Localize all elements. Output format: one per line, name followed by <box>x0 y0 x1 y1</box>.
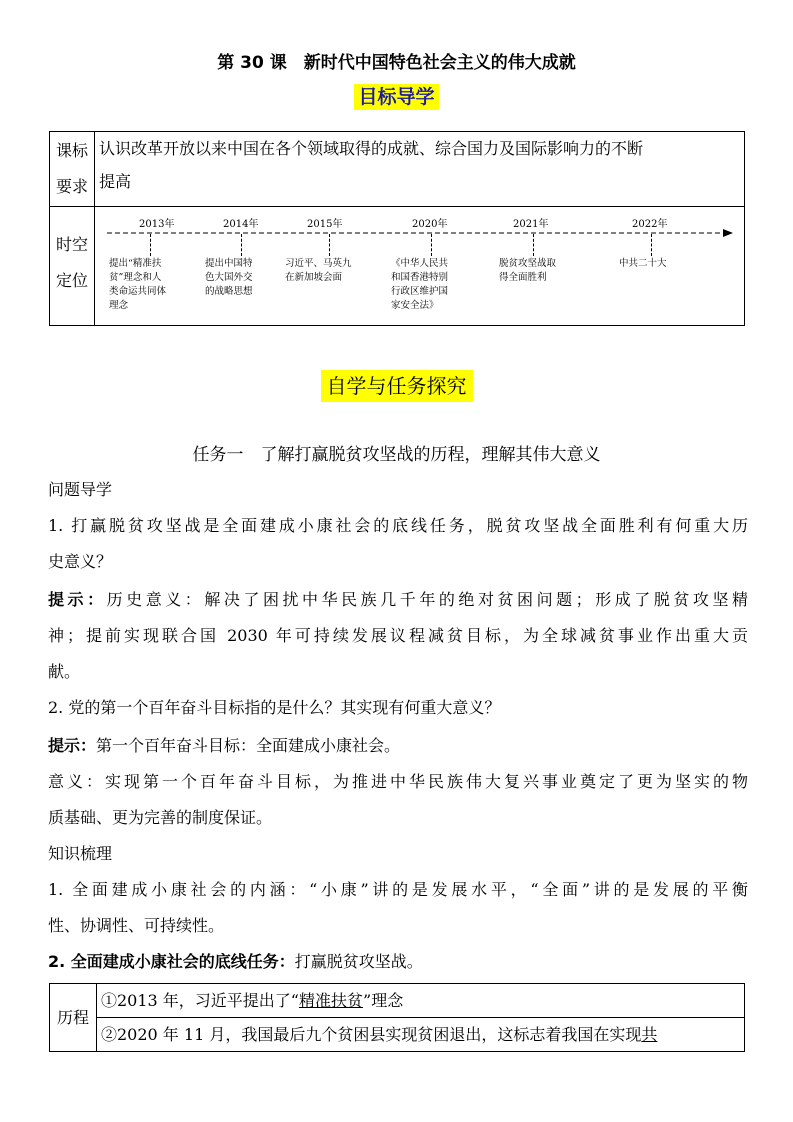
tl-label-line1: 时空 <box>55 235 88 254</box>
event-line: 《中华人民共 <box>391 258 449 269</box>
event-line: 提出“精准扶 <box>109 258 162 269</box>
year-2021: 2021年 <box>513 219 549 230</box>
timeline-label <box>50 207 95 326</box>
hint-label: 提示： <box>48 590 107 609</box>
tick <box>431 234 432 256</box>
event-line: 贫”理念和人 <box>109 272 162 283</box>
section-heading-goals <box>0 82 793 109</box>
tick <box>651 234 652 256</box>
timeline <box>95 207 745 326</box>
event-2015 <box>285 257 352 285</box>
knowledge-2-text: 打赢脱贫攻坚战。 <box>294 952 423 971</box>
history-table <box>49 983 745 1052</box>
section-heading-study <box>0 370 793 399</box>
history-item-1-underlined: 精准扶贫 <box>299 991 364 1010</box>
tick <box>241 234 242 256</box>
event-line: 和国香港特别 <box>391 272 449 283</box>
req-line2: 提高 <box>99 172 132 191</box>
event-line: 的战略思想 <box>205 286 253 297</box>
history-label: 历程 <box>50 984 97 1052</box>
arrow-icon <box>723 229 733 237</box>
history-item-1-pre: ①2013 年，习近平提出了“ <box>101 991 299 1010</box>
event-line: 类命运共同体 <box>109 286 167 297</box>
history-item-1 <box>97 984 745 1018</box>
hint-label: 提示： <box>48 736 97 755</box>
section-heading-study-text: 自学与任务探究 <box>321 370 473 402</box>
knowledge-2 <box>48 944 748 980</box>
event-line: 在新加坡会面 <box>285 272 343 283</box>
tl-label-line2: 定位 <box>55 271 88 290</box>
tick <box>329 234 330 256</box>
tick <box>533 234 534 256</box>
answer-1-text: 历史意义：解决了困扰中华民族几千年的绝对贫困问题；形成了脱贫攻坚精 <box>106 590 748 609</box>
answer-2-text: 第一个百年奋斗目标：全面建成小康社会。 <box>96 736 401 755</box>
event-line: 家安全法》 <box>391 300 439 311</box>
significance-line1: 意义：实现第一个百年奋斗目标，为推进中华民族伟大复兴事业奠定了更为坚实的物 <box>48 772 748 791</box>
year-2022: 2022年 <box>632 219 668 230</box>
req-label-line1: 课标 <box>55 141 88 160</box>
knowledge-label: 知识梳理 <box>48 844 113 863</box>
history-item-2-underlined: 共 <box>641 1025 658 1044</box>
question-1-line2: 史意义？ <box>48 552 113 571</box>
event-2021 <box>499 257 556 285</box>
task-heading: 任务一 了解打赢脱贫攻坚战的历程，理解其伟大意义 <box>192 445 601 465</box>
req-line1: 认识改革开放以来中国在各个领域取得的成就、综合国力及国际影响力的不断 <box>99 139 644 158</box>
year-2013: 2013年 <box>139 219 175 230</box>
event-2013 <box>109 257 166 313</box>
event-2022 <box>619 257 667 271</box>
event-2014 <box>205 257 253 299</box>
history-item-2-pre: ②2020 年 11 月，我国最后九个贫困县实现贫困退出，这标志着我国在实现 <box>101 1025 642 1044</box>
section-heading-goals-text: 目标导学 <box>354 84 438 110</box>
answer-1-line1 <box>48 582 748 618</box>
event-line: 习近平、马英九 <box>285 258 352 269</box>
significance-line2: 质基础、更为完善的制度保证。 <box>48 808 273 827</box>
year-2014: 2014年 <box>223 219 259 230</box>
history-item-2 <box>97 1018 745 1052</box>
event-line: 提出中国特 <box>205 258 253 269</box>
guide-label: 问题导学 <box>48 480 113 499</box>
event-line: 脱贫攻坚战取 <box>499 258 557 269</box>
knowledge-1-line2: 性、协调性、可持续性。 <box>48 916 225 935</box>
req-text <box>95 132 745 207</box>
event-line: 理念 <box>109 300 129 311</box>
req-label <box>50 132 95 207</box>
event-2020 <box>391 257 448 313</box>
knowledge-1-line1: 1. 全面建成小康社会的内涵：“小康”讲的是发展水平，“全面”讲的是发展的平衡 <box>48 880 748 899</box>
question-2: 2. 党的第一个百年奋斗目标指的是什么？其实现有何重大意义？ <box>48 698 501 717</box>
knowledge-2-label: 2. 全面建成小康社会的底线任务： <box>48 952 295 971</box>
history-item-1-post: ”理念 <box>363 991 404 1010</box>
event-line: 中共二十大 <box>619 258 667 269</box>
answer-1-line2: 神；提前实现联合国 2030 年可持续发展议程减贫目标，为全球减贫事业作出重大贡 <box>48 626 748 645</box>
event-line: 行政区维护国 <box>391 286 449 297</box>
year-2020: 2020年 <box>412 219 448 230</box>
answer-2 <box>48 728 748 764</box>
lesson-title: 第 30 课 新时代中国特色社会主义的伟大成就 <box>217 53 576 73</box>
tick <box>150 234 151 256</box>
question-1-line1: 1. 打赢脱贫攻坚战是全面建成小康社会的底线任务，脱贫攻坚战全面胜利有何重大历 <box>48 516 748 535</box>
year-2015: 2015年 <box>307 219 343 230</box>
event-line: 色大国外交 <box>205 272 253 283</box>
req-label-line2: 要求 <box>55 177 88 196</box>
answer-1-line3: 献。 <box>48 662 81 681</box>
event-line: 得全面胜利 <box>499 272 547 283</box>
info-table <box>49 131 745 326</box>
